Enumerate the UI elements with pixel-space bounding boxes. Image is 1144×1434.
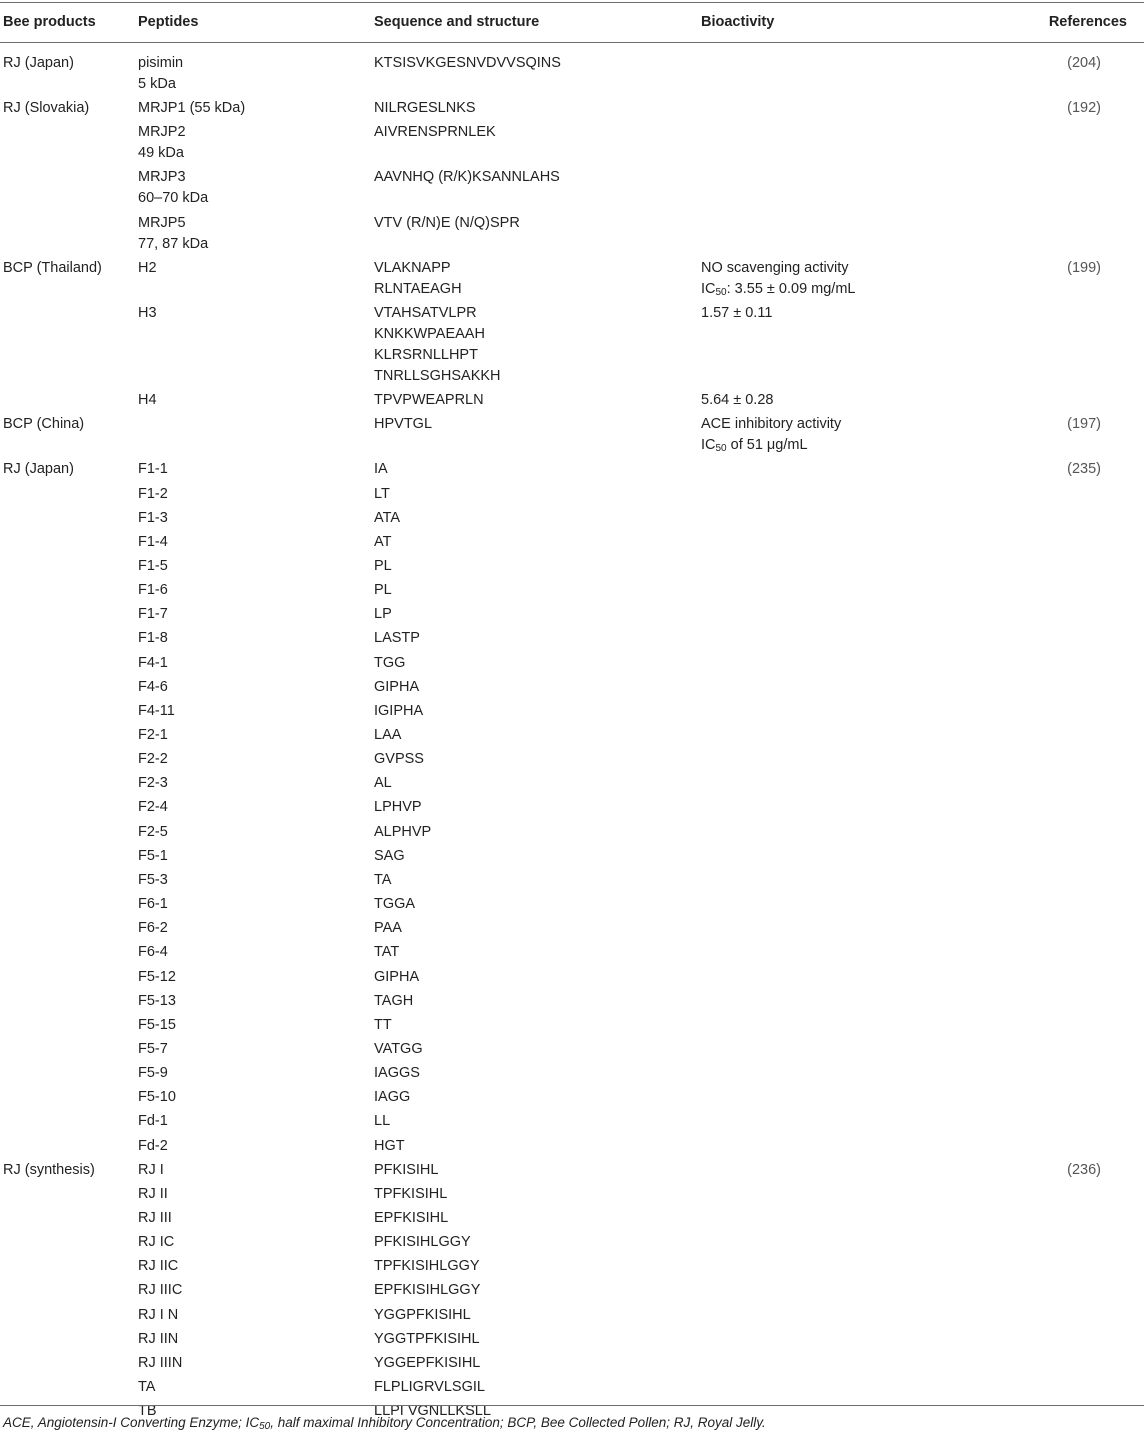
cell-sequence <box>374 822 431 843</box>
cell-sequence <box>374 725 401 746</box>
cell-sequence-line: TGG <box>374 654 406 671</box>
cell-sequence-line: IAGGS <box>374 1065 420 1082</box>
cell-sequence <box>374 1111 390 1132</box>
cell-peptide <box>138 1063 168 1084</box>
cell-peptide-line: F5-7 <box>138 1040 168 1057</box>
cell-peptide-line: F5-9 <box>138 1065 168 1082</box>
cell-sequence-line: TPFKISIHL <box>374 1185 448 1202</box>
cell-reference-line: (197) <box>1067 416 1101 433</box>
cell-peptide-line: F1-4 <box>138 533 168 550</box>
cell-sequence <box>374 98 476 119</box>
cell-peptide <box>138 870 168 891</box>
cell-sequence-line: SAG <box>374 847 405 864</box>
cell-sequence <box>374 846 405 867</box>
cell-sequence <box>374 1232 471 1253</box>
cell-peptide-line: F5-13 <box>138 992 176 1009</box>
cell-sequence <box>374 1377 485 1398</box>
cell-peptide-line: F1-7 <box>138 606 168 623</box>
cell-reference <box>1067 258 1101 279</box>
cell-sequence-line: TNRLLSGHSAKKH <box>374 367 501 384</box>
cell-sequence-line: KLRSRNLLHPT <box>374 346 478 363</box>
cell-peptide <box>138 1208 172 1229</box>
cell-peptide-line: TA <box>138 1379 156 1396</box>
cell-sequence-line: RLNTAEAGH <box>374 280 462 297</box>
cell-sequence-line: GVPSS <box>374 751 424 768</box>
cell-sequence-line: KTSISVKGESNVDVVSQINS <box>374 55 561 71</box>
cell-peptide <box>138 390 157 411</box>
cell-peptide <box>138 822 168 843</box>
cell-sequence-line: TGGA <box>374 896 416 913</box>
cell-sequence-line: IA <box>374 461 388 478</box>
cell-reference-line: (204) <box>1067 55 1101 71</box>
cell-sequence-line: VATGG <box>374 1040 423 1057</box>
cell-peptide-line: F1-2 <box>138 485 168 502</box>
subscript: 50 <box>715 286 727 298</box>
cell-bee-product-line: BCP (Thailand) <box>3 259 102 276</box>
cell-sequence <box>374 258 462 300</box>
cell-peptide-line: RJ IIN <box>138 1330 179 1347</box>
cell-peptide <box>138 508 168 529</box>
cell-peptide <box>138 1160 164 1181</box>
cell-reference <box>1067 98 1101 119</box>
cell-sequence-line: TAT <box>374 944 400 961</box>
subscript: 50 <box>259 1421 271 1432</box>
cell-peptide-line: F4-1 <box>138 654 168 671</box>
cell-peptide-line: F5-1 <box>138 847 168 864</box>
cell-bioactivity-line: ACE inhibitory activity <box>701 416 842 433</box>
cell-sequence-line: LAA <box>374 727 402 743</box>
cell-peptide <box>138 1232 174 1253</box>
cell-peptide <box>138 122 186 164</box>
cell-sequence <box>374 967 419 988</box>
cell-sequence-line: LLPI VGNLLKSLL <box>374 1403 491 1420</box>
cell-peptide-line: F2-5 <box>138 823 168 840</box>
cell-sequence <box>374 797 422 818</box>
header-bioactivity: Bioactivity <box>701 14 775 30</box>
cell-peptide-line: 77, 87 kDa <box>138 235 209 252</box>
cell-sequence-line: GIPHA <box>374 678 420 695</box>
cell-peptide <box>138 1136 168 1157</box>
cell-sequence <box>374 653 405 674</box>
cell-bee-product <box>3 53 74 74</box>
cell-peptide-line: RJ IC <box>138 1234 175 1251</box>
cell-peptide <box>138 604 168 625</box>
cell-peptide-line: F6-4 <box>138 944 168 961</box>
cell-sequence-line: PAA <box>374 920 402 937</box>
cell-sequence-line: LL <box>374 1113 391 1130</box>
cell-peptide <box>138 1184 168 1205</box>
cell-sequence <box>374 749 424 770</box>
cell-bioactivity <box>701 390 773 411</box>
cell-sequence-line: IAGG <box>374 1089 411 1106</box>
cell-peptide <box>138 653 168 674</box>
cell-sequence-line: VTAHSATVLPR <box>374 304 477 321</box>
table-header-rule <box>0 42 1144 43</box>
cell-peptide <box>138 628 168 649</box>
cell-sequence <box>374 122 496 143</box>
cell-peptide <box>138 797 168 818</box>
cell-sequence <box>374 1280 480 1301</box>
cell-sequence <box>374 991 413 1012</box>
header-bee-products: Bee products <box>3 14 96 30</box>
cell-sequence <box>374 1160 438 1181</box>
cell-bee-product <box>3 258 102 279</box>
cell-peptide <box>138 1015 176 1036</box>
cell-peptide-line: H4 <box>138 392 157 409</box>
cell-sequence-line: AAVNHQ (R/K)KSANNLAHS <box>374 169 560 186</box>
cell-peptide <box>138 1353 182 1374</box>
cell-sequence <box>374 773 392 794</box>
cell-reference <box>1067 53 1101 74</box>
cell-sequence <box>374 1329 480 1350</box>
cell-peptide <box>138 1039 168 1060</box>
cell-peptide-line: RJ IIC <box>138 1258 179 1275</box>
cell-peptide-line: RJ II <box>138 1185 168 1202</box>
cell-sequence <box>374 484 390 505</box>
cell-peptide <box>138 967 176 988</box>
cell-peptide <box>138 303 157 324</box>
cell-sequence-line: PL <box>374 557 392 574</box>
table-bottom-rule <box>0 1405 1144 1406</box>
cell-peptide-line: MRJP5 <box>138 214 186 231</box>
cell-sequence <box>374 1087 410 1108</box>
cell-peptide-line: TB <box>138 1403 157 1420</box>
cell-peptide <box>138 894 168 915</box>
table-top-rule <box>0 2 1144 3</box>
cell-peptide <box>138 725 168 746</box>
header-peptides: Peptides <box>138 14 199 30</box>
cell-sequence-line: ATA <box>374 509 401 526</box>
cell-sequence <box>374 918 402 939</box>
cell-sequence <box>374 167 560 188</box>
cell-peptide-line: RJ IIIN <box>138 1354 183 1371</box>
cell-reference <box>1067 414 1101 435</box>
cell-sequence <box>374 508 400 529</box>
cell-bioactivity <box>701 414 841 456</box>
cell-peptide-line: F4-6 <box>138 678 168 695</box>
cell-peptide <box>138 1256 178 1277</box>
cell-peptide-line: MRJP2 <box>138 124 186 141</box>
cell-sequence-line: FLPLIGRVLSGIL <box>374 1379 485 1396</box>
cell-sequence-line: TA <box>374 871 392 888</box>
cell-peptide-line: F2-3 <box>138 775 168 792</box>
cell-peptide-line: Fd-1 <box>138 1113 168 1130</box>
cell-peptide-line: H3 <box>138 304 157 321</box>
cell-sequence <box>374 942 399 963</box>
header-sequence: Sequence and structure <box>374 14 540 30</box>
cell-bioactivity <box>701 303 772 324</box>
header-references: References <box>1048 14 1127 30</box>
cell-peptide <box>138 98 245 119</box>
cell-peptide-line: RJ IIIC <box>138 1282 183 1299</box>
cell-sequence <box>374 390 484 411</box>
cell-sequence-line: TPVPWEAPRLN <box>374 392 484 409</box>
cell-bee-product <box>3 1160 95 1181</box>
cell-sequence <box>374 870 391 891</box>
cell-peptide <box>138 677 168 698</box>
cell-sequence <box>374 1184 447 1205</box>
cell-sequence-line: VTV (R/N)E (N/Q)SPR <box>374 214 520 231</box>
cell-peptide <box>138 1280 182 1301</box>
cell-sequence <box>374 459 388 480</box>
cell-sequence-line: YGGPFKISIHL <box>374 1306 471 1323</box>
cell-sequence <box>374 1305 471 1326</box>
cell-peptide-line: Fd-2 <box>138 1137 168 1154</box>
cell-peptide-line: F1-8 <box>138 630 168 647</box>
cell-peptide <box>138 1305 178 1326</box>
cell-sequence-line: LPHVP <box>374 799 422 816</box>
cell-peptide <box>138 846 168 867</box>
cell-peptide-line: F2-2 <box>138 751 168 768</box>
cell-bioactivity-line: 5.64 ± 0.28 <box>701 392 774 409</box>
cell-bioactivity-line: $IC_{50}$ of 51 μg/mL <box>701 437 808 455</box>
cell-bee-product-line: RJ (synthesis) <box>3 1161 95 1178</box>
cell-bioactivity-line: $IC_{50}$: 3.55 ± 0.09 mg/mL <box>701 280 856 298</box>
cell-sequence-line: NILRGESLNKS <box>374 100 476 117</box>
cell-sequence-line: YGGEPFKISIHL <box>374 1354 481 1371</box>
cell-peptide <box>138 991 176 1012</box>
cell-sequence-line: IGIPHA <box>374 702 424 719</box>
cell-peptide-line: F5-3 <box>138 871 168 888</box>
cell-peptide-line: H2 <box>138 259 157 276</box>
cell-peptide <box>138 213 208 255</box>
cell-sequence <box>374 532 391 553</box>
cell-peptide-line: F6-1 <box>138 896 168 913</box>
cell-sequence <box>374 580 392 601</box>
cell-sequence-line: GIPHA <box>374 968 420 985</box>
cell-peptide <box>138 580 168 601</box>
cell-peptide <box>138 459 168 480</box>
cell-peptide <box>138 532 168 553</box>
cell-peptide-line: MRJP3 <box>138 169 186 186</box>
subscript: 50 <box>715 443 727 455</box>
cell-peptide <box>138 167 208 209</box>
cell-peptide <box>138 1111 168 1132</box>
cell-bioactivity-line: 1.57 ± 0.11 <box>701 304 773 321</box>
cell-sequence <box>374 1208 448 1229</box>
cell-bee-product-line: RJ (Japan) <box>3 55 74 71</box>
cell-sequence-line: AIVRENSPRNLEK <box>374 124 496 141</box>
cell-peptide-line: F1-6 <box>138 582 168 599</box>
cell-peptide-line: F1-1 <box>138 461 168 478</box>
cell-peptide-line: F5-15 <box>138 1016 176 1033</box>
cell-reference-line: (235) <box>1067 461 1101 478</box>
cell-sequence-line: HPVTGL <box>374 416 433 433</box>
cell-sequence-line: TT <box>374 1016 392 1033</box>
cell-bee-product-line: BCP (China) <box>3 416 85 433</box>
cell-sequence-line: HGT <box>374 1137 405 1154</box>
cell-sequence-line: EPFKISIHL <box>374 1210 449 1226</box>
cell-peptide-line: 49 kDa <box>138 145 184 162</box>
cell-peptide-line: F6-2 <box>138 920 168 937</box>
cell-sequence-line: LT <box>374 485 390 502</box>
cell-bee-product <box>3 98 89 119</box>
cell-sequence-line: LASTP <box>374 630 420 647</box>
cell-sequence <box>374 1039 423 1060</box>
cell-peptide-line: F1-5 <box>138 557 168 574</box>
cell-sequence <box>374 53 561 74</box>
cell-peptide <box>138 701 175 722</box>
cell-peptide-line: RJ I <box>138 1161 164 1178</box>
cell-bee-product <box>3 459 74 480</box>
cell-peptide <box>138 556 168 577</box>
cell-reference <box>1067 459 1101 480</box>
cell-peptide-line: pisimin <box>138 55 184 71</box>
cell-sequence <box>374 1015 392 1036</box>
cell-sequence-line: AL <box>374 775 392 792</box>
cell-peptide <box>138 749 168 770</box>
cell-reference <box>1067 1160 1101 1181</box>
cell-reference-line: (236) <box>1067 1161 1101 1178</box>
cell-bioactivity-line: NO scavenging activity <box>701 259 849 276</box>
cell-peptide <box>138 773 168 794</box>
cell-peptide <box>138 918 168 939</box>
cell-sequence-line: YGGTPFKISIHL <box>374 1330 480 1347</box>
cell-sequence-line: KNKKWPAEAAH <box>374 325 485 342</box>
cell-peptide-line: F4-11 <box>138 702 175 719</box>
cell-peptide <box>138 484 168 505</box>
cell-peptide-line: 5 kDa <box>138 76 176 92</box>
cell-peptide-line: MRJP1 (55 kDa) <box>138 100 246 117</box>
cell-sequence <box>374 303 501 387</box>
cell-sequence-line: PL <box>374 582 392 599</box>
cell-sequence <box>374 1063 420 1084</box>
cell-sequence-line: EPFKISIHLGGY <box>374 1282 481 1299</box>
cell-sequence-line: TPFKISIHLGGY <box>374 1258 480 1275</box>
cell-peptide <box>138 53 183 95</box>
cell-sequence-line: PFKISIHL <box>374 1161 439 1178</box>
cell-peptide <box>138 1377 155 1398</box>
cell-reference-line: (199) <box>1067 259 1101 276</box>
cell-peptide-line: 60–70 kDa <box>138 190 209 207</box>
table-footnote: ACE, Angiotensin-I Converting Enzyme; $IC_{50}$, half maximal Inhibitory Concentration; BCP, Bee Collected Pollen; RJ, Royal Jelly. <box>3 1415 766 1432</box>
cell-peptide-line: F1-3 <box>138 509 168 526</box>
cell-sequence <box>374 628 420 649</box>
cell-peptide <box>138 258 157 279</box>
cell-peptide-line: RJ III <box>138 1210 172 1226</box>
cell-bee-product-line: RJ (Slovakia) <box>3 100 90 117</box>
cell-sequence-line: AT <box>374 533 392 550</box>
cell-sequence <box>374 1256 480 1277</box>
cell-sequence <box>374 894 415 915</box>
cell-sequence-line: LP <box>374 606 392 623</box>
cell-peptide-line: F2-1 <box>138 727 168 743</box>
cell-sequence-line: ALPHVP <box>374 823 432 840</box>
cell-sequence <box>374 677 419 698</box>
cell-sequence-line: PFKISIHLGGY <box>374 1234 471 1251</box>
cell-sequence <box>374 1353 480 1374</box>
cell-bee-product-line: RJ (Japan) <box>3 461 74 478</box>
cell-bee-product <box>3 414 84 435</box>
cell-reference-line: (192) <box>1067 100 1101 117</box>
cell-peptide-line: RJ I N <box>138 1306 179 1323</box>
cell-sequence <box>374 1136 405 1157</box>
cell-sequence <box>374 414 432 435</box>
cell-peptide <box>138 1087 176 1108</box>
cell-peptide-line: F5-12 <box>138 968 176 985</box>
cell-peptide-line: F5-10 <box>138 1089 176 1106</box>
cell-sequence-line: VLAKNAPP <box>374 259 451 276</box>
cell-peptide <box>138 942 168 963</box>
cell-sequence <box>374 556 392 577</box>
cell-sequence <box>374 213 520 234</box>
cell-sequence <box>374 701 423 722</box>
cell-peptide-line: F2-4 <box>138 799 168 816</box>
cell-bioactivity <box>701 258 855 300</box>
cell-sequence <box>374 604 392 625</box>
cell-sequence-line: TAGH <box>374 992 414 1009</box>
cell-peptide <box>138 1329 178 1350</box>
